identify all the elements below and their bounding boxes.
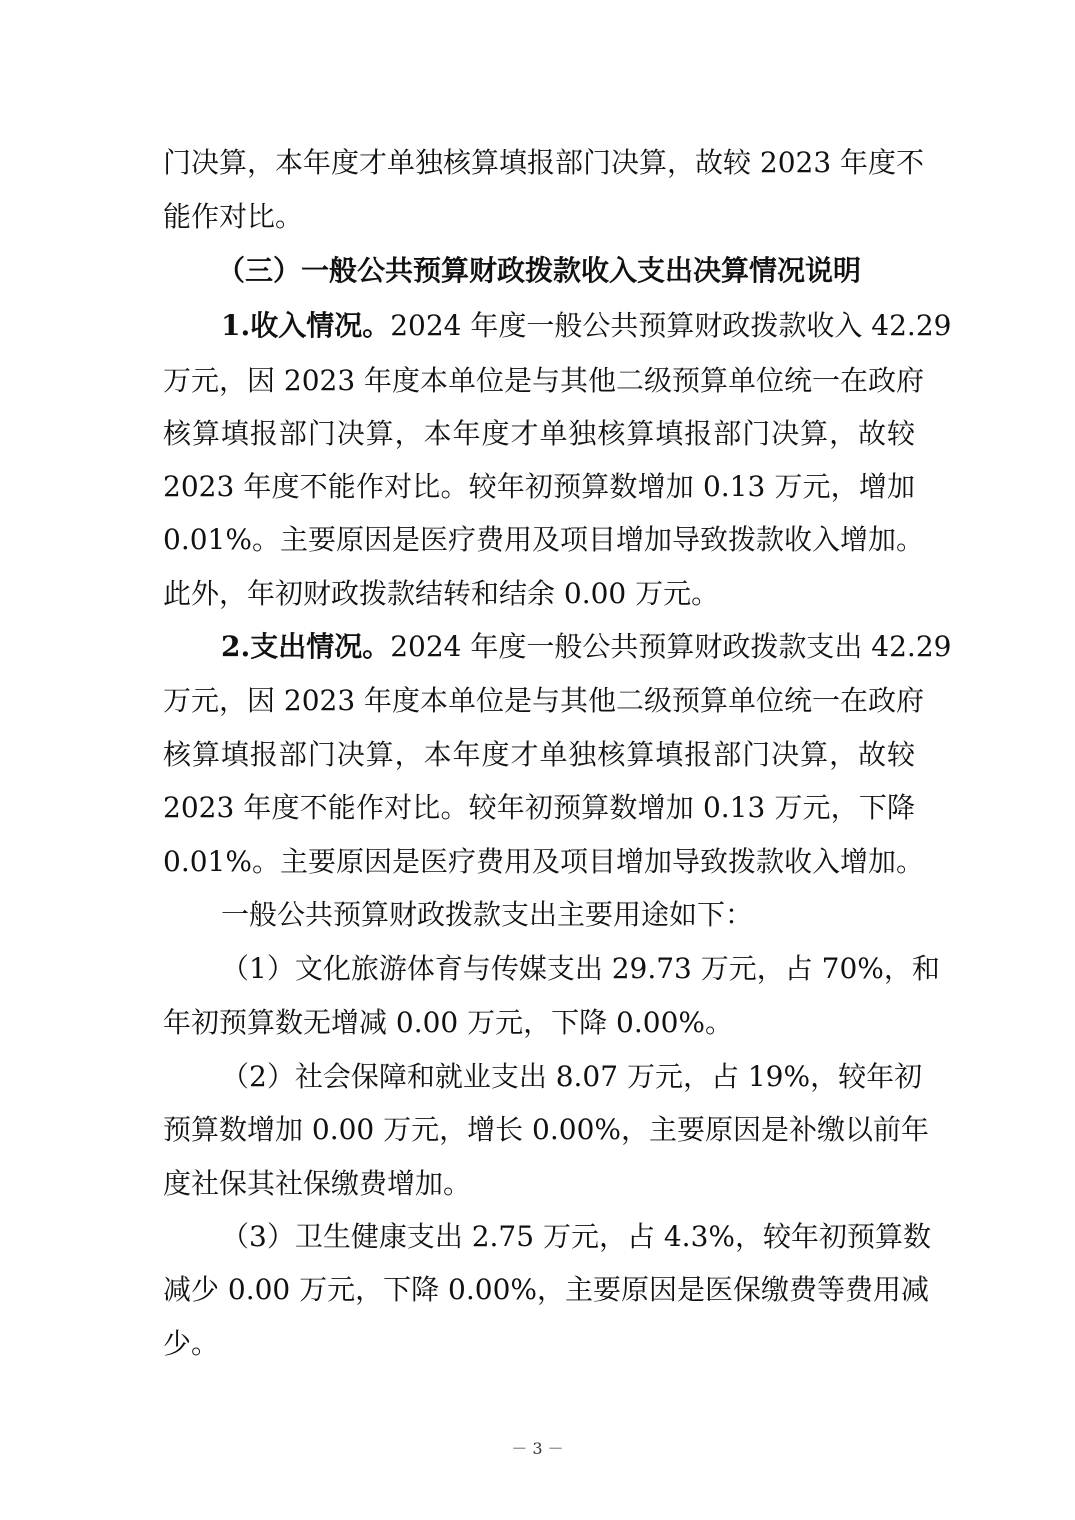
paragraph-line: 能作对比。 [163, 200, 304, 233]
paragraph-line: 2023 年度不能作对比。较年初预算数增加 0.13 万元，增加 [163, 470, 915, 503]
item1-line: （1）文化旅游体育与传媒支出 29.73 万元，占 70%，和 [221, 952, 940, 985]
paragraph-line: 门决算，本年度才单独核算填报部门决算，故较 2023 年度不 [163, 146, 925, 179]
page-number: － 3 － [511, 1439, 564, 1458]
paragraph-line: 此外，年初财政拨款结转和结余 0.00 万元。 [163, 577, 720, 610]
item2-line: 预算数增加 0.00 万元，增长 0.00%，主要原因是补缴以前年 [163, 1113, 929, 1146]
expense-paragraph-first-line [221, 627, 952, 667]
item1-line: 年初预算数无增减 0.00 万元，下降 0.00%。 [163, 1006, 733, 1039]
paragraph-line: 2023 年度不能作对比。较年初预算数增加 0.13 万元，下降 [163, 791, 915, 824]
item2-line: 度社保其社保缴费增加。 [163, 1167, 472, 1200]
paragraph-line: 0.01%。主要原因是医疗费用及项目增加导致拨款收入增加。 [163, 523, 924, 556]
expense-text: 2024 年度一般公共预算财政拨款支出 42.29 [390, 630, 952, 663]
section-heading: （三）一般公共预算财政拨款收入支出决算情况说明 [216, 254, 861, 287]
item3-line: （3）卫生健康支出 2.75 万元，占 4.3%，较年初预算数 [221, 1220, 931, 1253]
paragraph-line: 核算填报部门决算，本年度才单独核算填报部门决算，故较 [163, 738, 915, 771]
uses-intro-line: 一般公共预算财政拨款支出主要用途如下： [221, 898, 754, 931]
income-text: 2024 年度一般公共预算财政拨款收入 42.29 [390, 309, 952, 342]
item2-line: （2）社会保障和就业支出 8.07 万元，占 19%，较年初 [221, 1060, 923, 1093]
paragraph-line: 万元，因 2023 年度本单位是与其他二级预算单位统一在政府 [163, 364, 925, 397]
item3-line: 少。 [163, 1327, 220, 1360]
income-label: 1.收入情况。 [221, 309, 391, 342]
expense-label: 2.支出情况。 [221, 630, 391, 663]
paragraph-line: 0.01%。主要原因是医疗费用及项目增加导致拨款收入增加。 [163, 845, 924, 878]
paragraph-line: 万元，因 2023 年度本单位是与其他二级预算单位统一在政府 [163, 684, 925, 717]
income-paragraph-first-line [221, 306, 952, 346]
paragraph-line: 核算填报部门决算，本年度才单独核算填报部门决算，故较 [163, 417, 915, 450]
item3-line: 减少 0.00 万元，下降 0.00%，主要原因是医保缴费等费用减 [163, 1273, 929, 1306]
